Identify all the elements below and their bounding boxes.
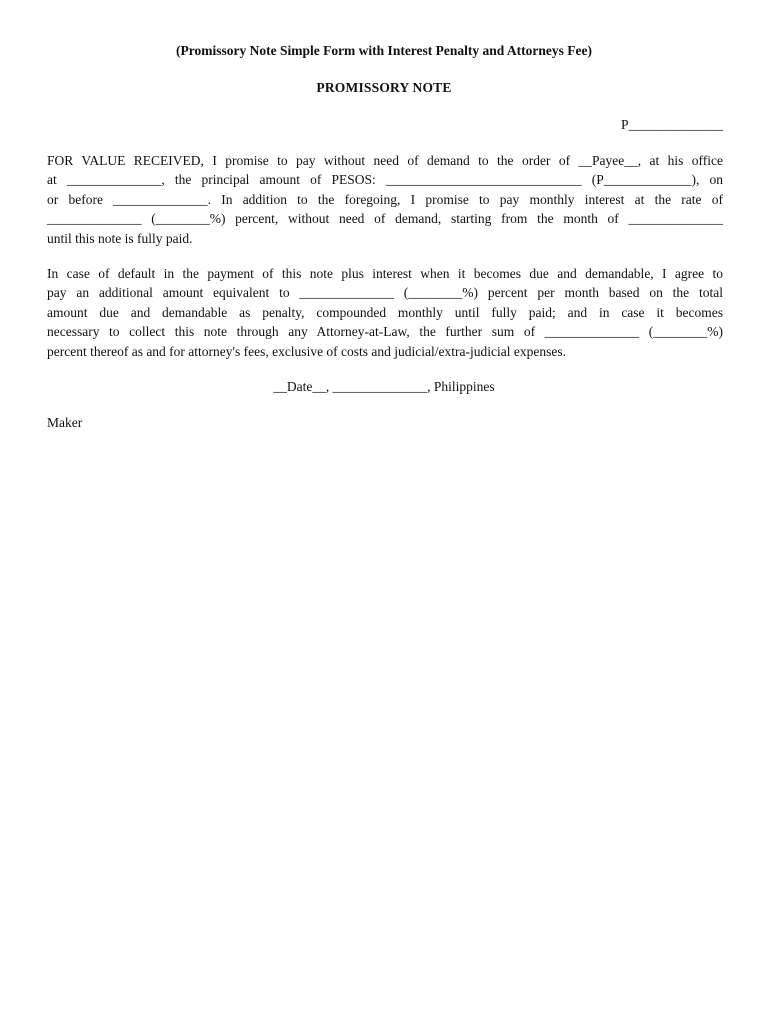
paragraph-value-received	[47, 151, 723, 248]
paragraph-line: percent thereof as and for attorney's fees, exclusive of costs and judicial/extra-judicial expenses.	[47, 343, 566, 359]
paragraph-line: necessary to collect this note through any Attorney-at-Law, the further sum of ______________ (________%)	[47, 324, 723, 340]
document-title: PROMISSORY NOTE	[316, 80, 452, 95]
paragraph-line: ______________ (________%) percent, without need of demand, starting from the month of ______________	[47, 211, 723, 227]
paragraph-default-penalty	[47, 264, 723, 361]
paragraph-line: at ______________, the principal amount of PESOS: _____________________________ (P_____________), on	[47, 172, 723, 188]
paragraph-line: pay an additional amount equivalent to ______________ (________%) percent per month based on the total	[47, 285, 723, 301]
paragraph-line: until this note is fully paid.	[47, 230, 193, 246]
paragraph-line: In case of default in the payment of this note plus interest when it becomes due and demandable, I agree to	[47, 266, 723, 281]
paragraph-line: or before ______________. In addition to the foregoing, I promise to pay monthly interest at the rate of	[47, 191, 723, 207]
maker-signature-label: Maker	[47, 415, 83, 430]
amount-field-line: P______________	[620, 117, 723, 132]
paragraph-line: amount due and demandable as penalty, compounded monthly until fully paid; and in case it becomes	[47, 304, 723, 320]
date-place-line: __Date__, ______________, Philippines	[273, 379, 495, 394]
document-subtitle: (Promissory Note Simple Form with Interest Penalty and Attorneys Fee)	[175, 43, 593, 58]
paragraph-line: FOR VALUE RECEIVED, I promise to pay without need of demand to the order of __Payee__, at his office	[47, 153, 723, 168]
